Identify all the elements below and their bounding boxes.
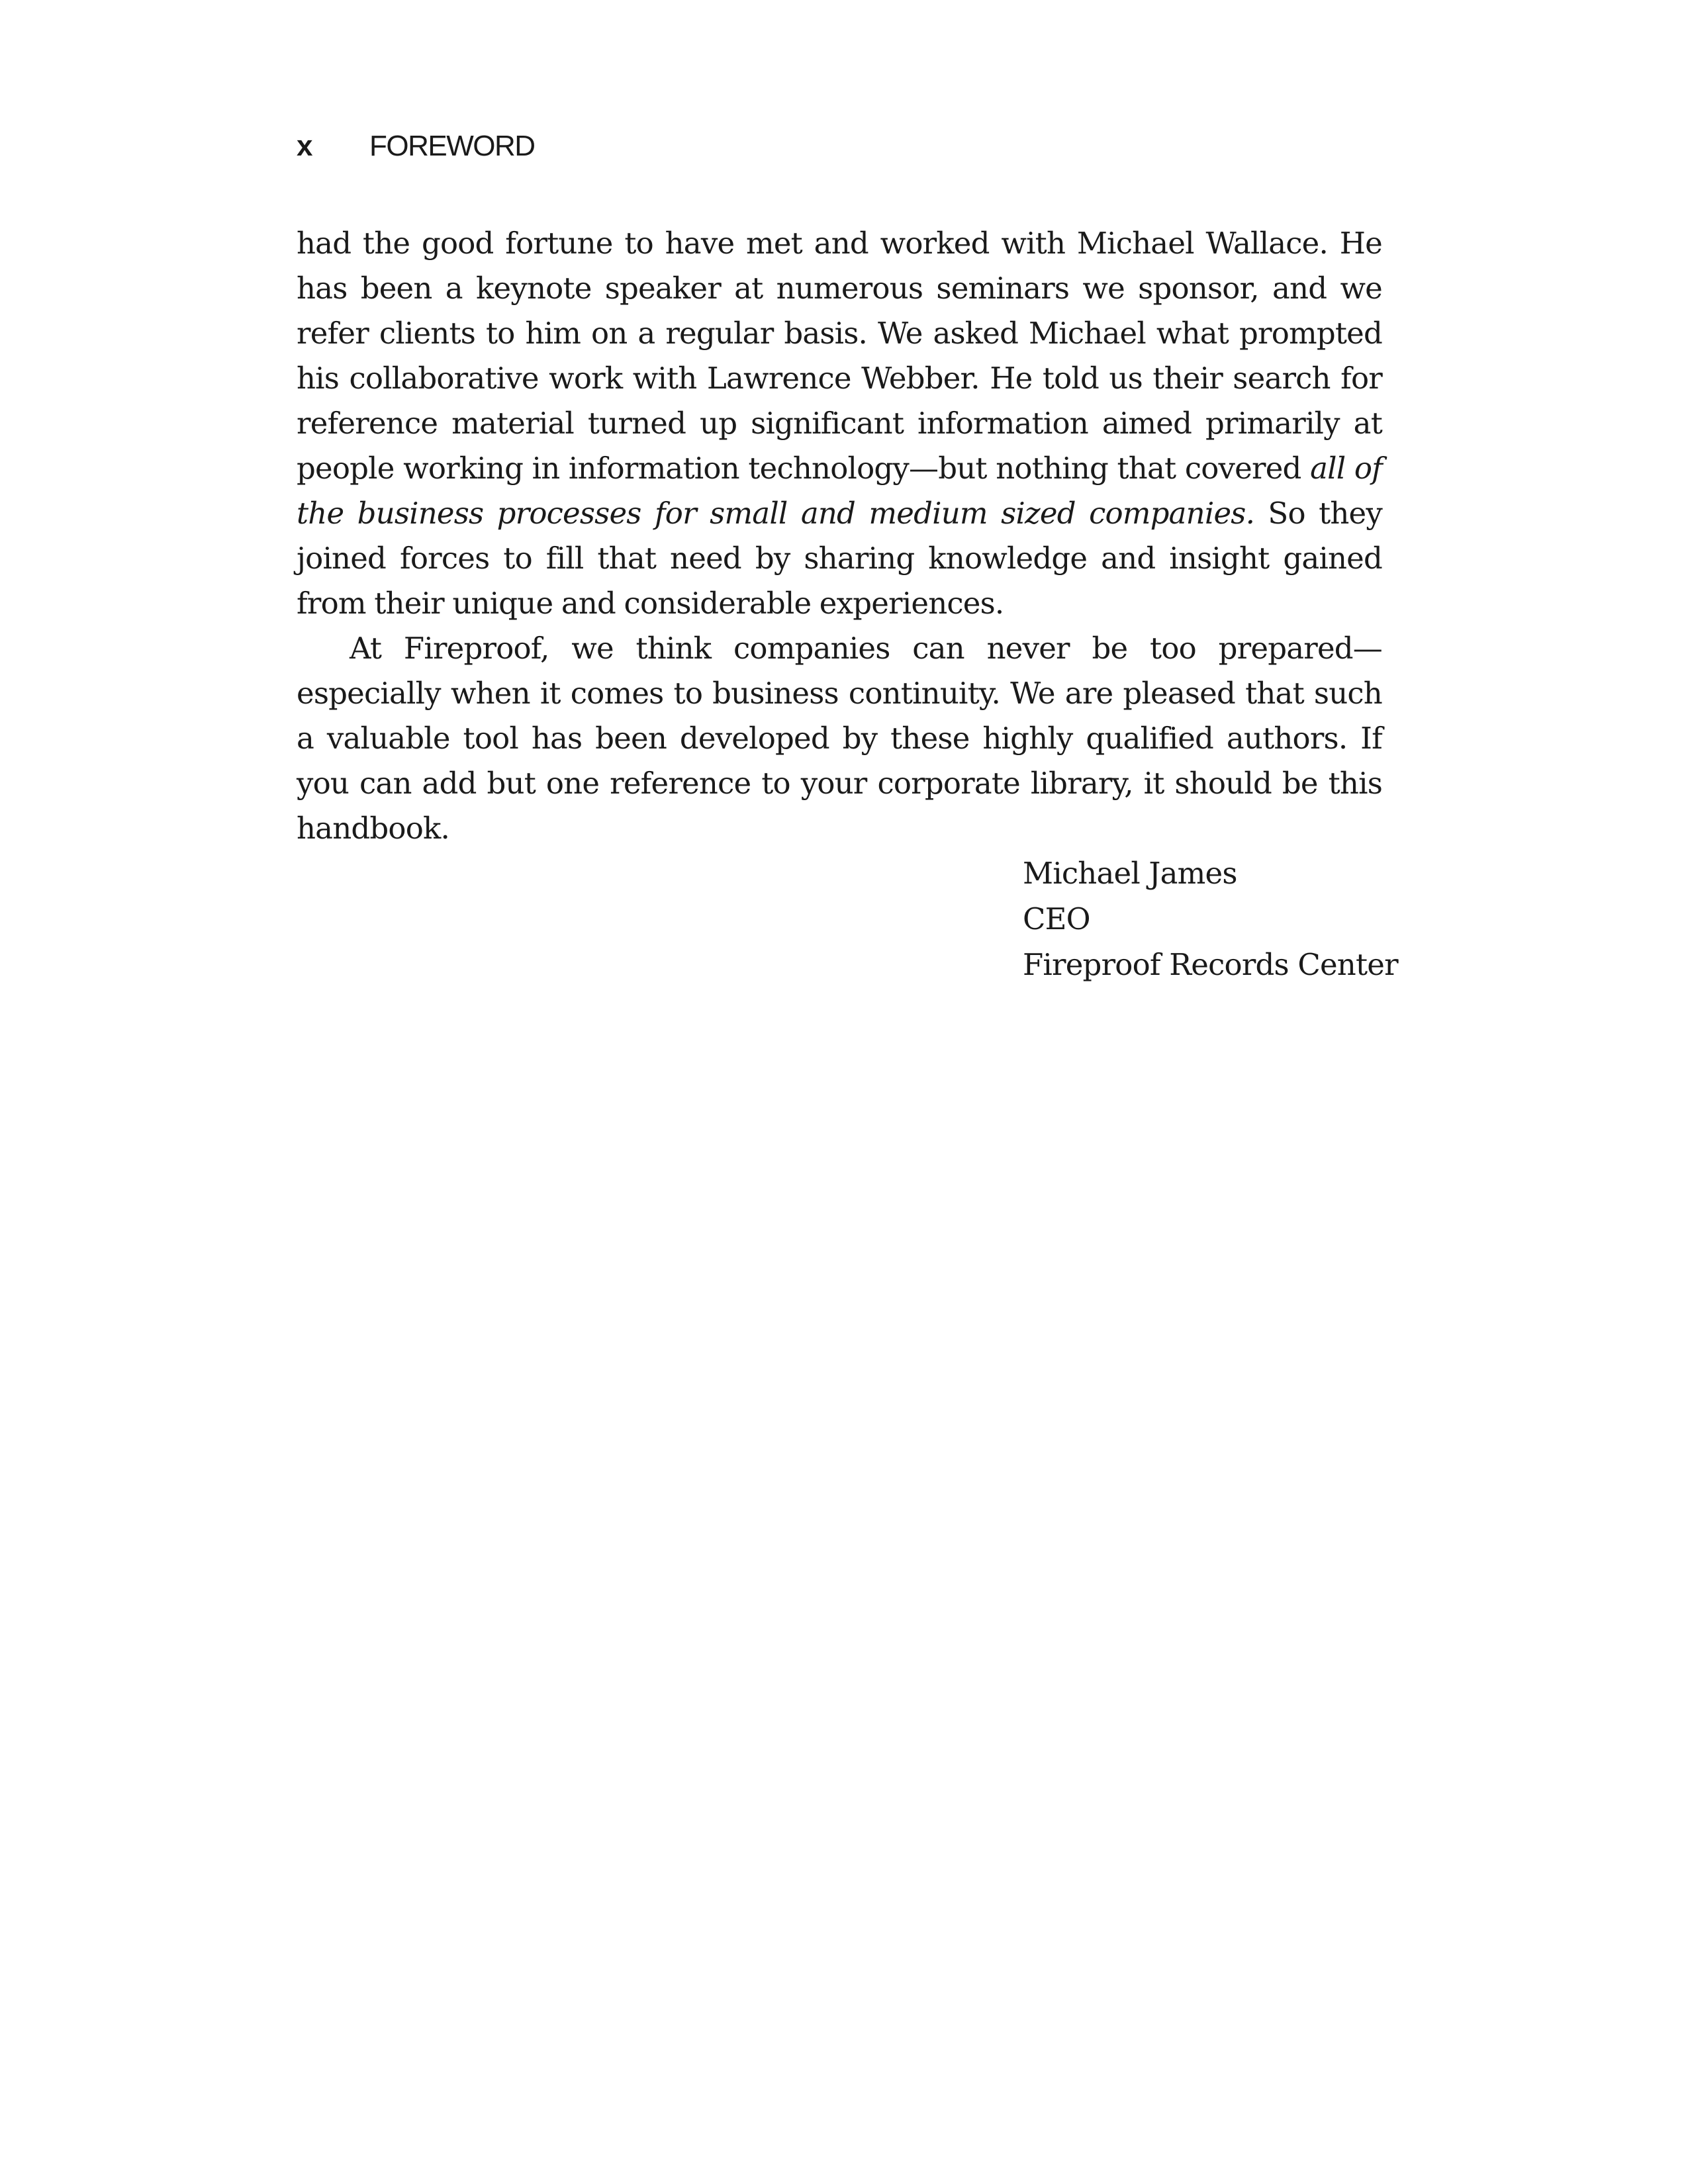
signature-title: CEO <box>1023 901 1090 936</box>
signature-name: Michael James <box>1023 856 1237 891</box>
paragraph-1-emphasis: all of the business processes for small and medium sized companies. <box>297 451 1382 531</box>
signature-organization: Fireproof Records Center <box>1023 947 1398 982</box>
paragraph-1 <box>297 221 1382 626</box>
paragraph-2: At Fireproof, we think companies can never be too prepared—especially when it comes to business continuity. We are pleased that such a valuable tool has been developed by these highly qualified authors. If you can add but one reference to your corporate library, it should be this handbook. <box>297 631 1382 846</box>
page-number: x <box>297 130 312 162</box>
body-text <box>297 221 1382 851</box>
signature-block <box>1023 850 1398 987</box>
paragraph-1-text-a: had the good fortune to have met and worked with Michael Wallace. He has been a keynote speaker at numerous seminars we sponsor, and we refer clients to him on a regular basis. We asked Michael what prompted his collaborative work with Lawrence Webber. He told us their search for reference material turned up significant information aimed primarily at people working in information technology—but nothing that covered <box>297 226 1382 486</box>
paragraph-1-text-b: So they joined forces to fill that need by sharing knowledge and insight gained from their unique and considerable experiences. <box>297 496 1382 621</box>
running-head <box>297 130 535 169</box>
section-title: FOREWORD <box>369 130 535 162</box>
